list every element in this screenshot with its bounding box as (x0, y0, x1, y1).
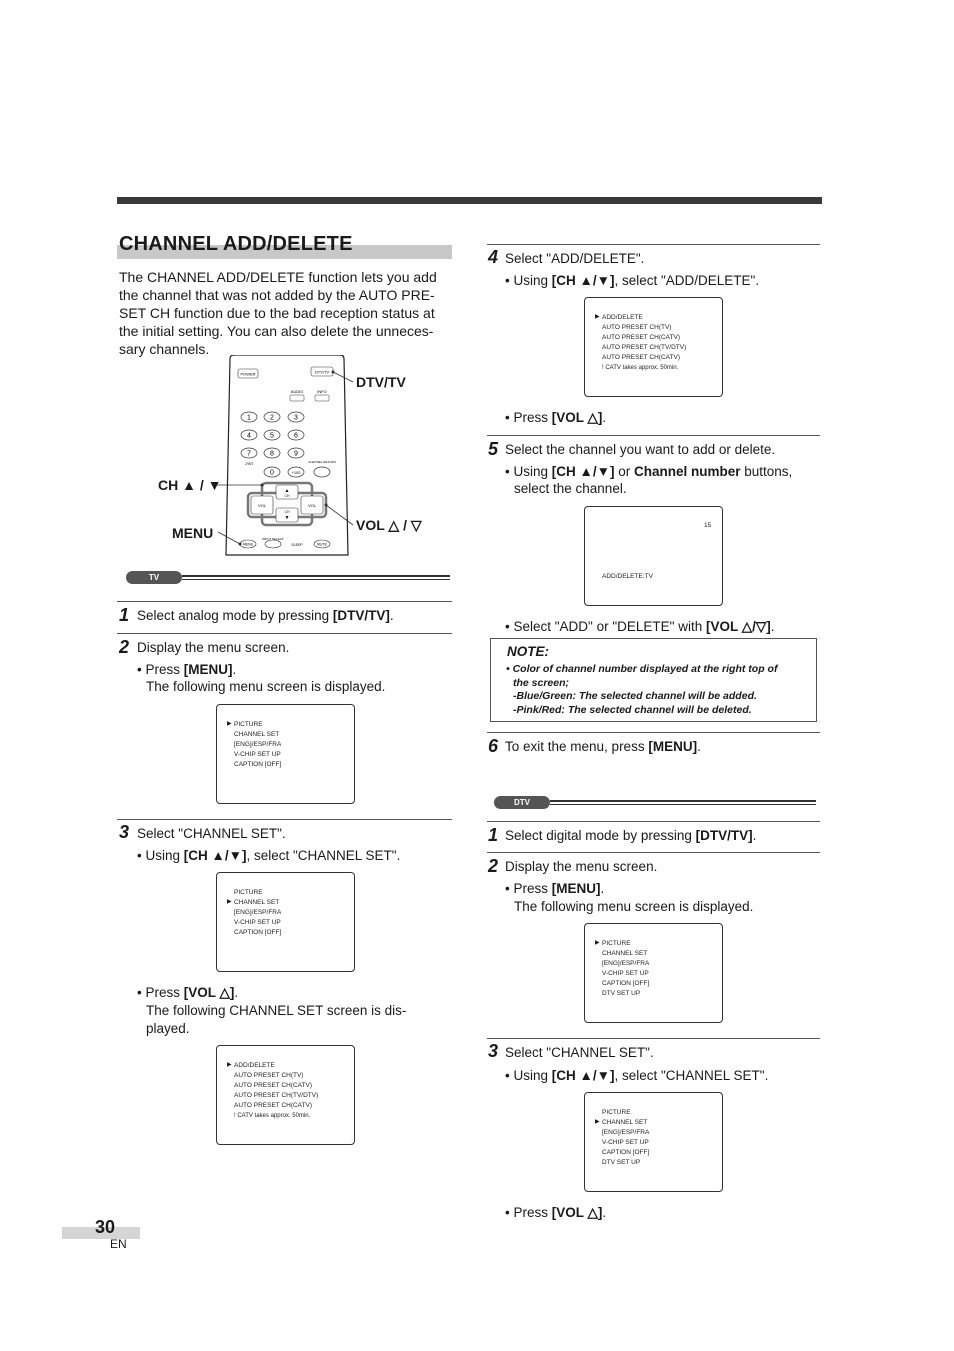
screen-line: CHANNEL SET (234, 899, 280, 906)
ch-label-bottom: CH (284, 510, 290, 514)
key-7-label: 7 (247, 450, 251, 458)
tv-channel-set-screen (216, 1045, 355, 1145)
dtv-step3-bullet: • Using [CH ▲/▼], select "CHANNEL SET". (505, 1068, 769, 1083)
step4-text: Select "ADD/DELETE". (505, 251, 645, 266)
tv-tag-line (182, 575, 450, 577)
screen-line: AUTO PRESET CH(CATV) (234, 1082, 313, 1089)
tv-mode-tag: TV (126, 571, 182, 584)
dtv-tv-callout: DTV/TV (356, 374, 406, 390)
input-select-label: INPUT SELECT (262, 537, 284, 541)
tv-step2-text: Display the menu screen. (137, 640, 290, 655)
note-title: NOTE: (507, 644, 549, 659)
power-label: POWER (240, 371, 256, 377)
step-number: 3 (119, 822, 130, 842)
mute-label: MUTE (317, 542, 327, 547)
cursor-icon: ▶ (595, 314, 600, 320)
cursor-icon: ▶ (227, 899, 232, 905)
tv-menu-screen (216, 704, 355, 804)
step6-text: To exit the menu, press [MENU]. (505, 739, 701, 754)
step-divider (487, 435, 820, 436)
screen-line: [ENG]/ESP/FRA (602, 1129, 650, 1136)
screen-line: AUTO PRESET CH(TV) (234, 1072, 304, 1079)
step-divider (487, 1038, 820, 1039)
top-rule (117, 197, 822, 204)
screen-line: [ENG]/ESP/FRA (602, 960, 650, 967)
note-line: -Blue/Green: The selected channel will be added. (513, 690, 757, 702)
step-number: 2 (488, 856, 499, 876)
menu-callout-dot (239, 543, 242, 546)
dtv-step3-text: Select "CHANNEL SET". (505, 1045, 654, 1060)
tv-step2-bullet-line2: The following menu screen is displayed. (146, 679, 386, 694)
key-3-label: 3 (294, 414, 298, 422)
section-title: CHANNEL ADD/DELETE (119, 233, 353, 255)
tv-step3-bullet: • Using [CH ▲/▼], select "CHANNEL SET". (137, 848, 401, 863)
dtv-step1-text: Select digital mode by pressing [DTV/TV]. (505, 828, 757, 843)
screen-line: [ENG]/ESP/FRA (234, 741, 282, 748)
screen-line: AUTO PRESET CH(TV) (602, 324, 672, 331)
ch-callout: CH ▲ / ▼ (158, 477, 222, 493)
tv-tag-line (182, 579, 450, 580)
screen-line: CAPTION [OFF] (234, 929, 282, 936)
screen-line: V-CHIP SET UP (602, 1139, 649, 1146)
dtv-step2-text: Display the menu screen. (505, 859, 658, 874)
dtv-step2-bullet: • Press [MENU]. (505, 881, 605, 896)
ch-label-top: CH (284, 494, 290, 498)
channel-return-button (314, 467, 330, 477)
dtvtv-label: DTV/TV (314, 369, 330, 375)
step-number: 6 (488, 736, 499, 756)
cursor-icon: ▶ (227, 721, 232, 727)
note-box (490, 638, 817, 722)
rnt-label: –RNT (244, 462, 254, 466)
intro-text (119, 268, 455, 358)
ch-up-arrow: ▲ (284, 488, 290, 494)
step5-bullet: • Using [CH ▲/▼] or Channel number buttons, (505, 464, 793, 479)
dtv-step2-bullet-line2: The following menu screen is displayed. (514, 899, 754, 914)
key-6-label: 6 (294, 432, 298, 440)
dtv-mode-tag: DTV (494, 796, 550, 809)
sleep-label: SLEEP (291, 543, 303, 547)
step4-press-vol: • Press [VOL △]. (505, 410, 607, 425)
dtv-press-vol: • Press [VOL △]. (505, 1205, 607, 1220)
step-divider (487, 821, 820, 822)
intro-line: sary channels. (119, 341, 210, 357)
tv-step2-bullet: • Press [MENU]. (137, 662, 237, 677)
key-4-label: 4 (247, 432, 251, 440)
vol-up-label: VOL (307, 503, 317, 508)
step-divider (117, 819, 452, 820)
screen-line: CHANNEL SET (602, 1119, 648, 1126)
step-divider (117, 601, 452, 602)
channel-set-screen (584, 297, 723, 397)
step-divider (487, 732, 820, 733)
menu-callout: MENU (172, 525, 214, 541)
cursor-icon: ▶ (227, 1062, 232, 1068)
screen-line: V-CHIP SET UP (234, 919, 281, 926)
screen-line: AUTO PRESET CH(CATV) (602, 334, 681, 341)
tv-press-vol-line3: played. (146, 1021, 190, 1036)
step-number: 1 (119, 605, 130, 625)
note-line: -Pink/Red: The selected channel will be deleted. (513, 704, 752, 716)
menu-button-label: MENU (242, 542, 254, 547)
ch-down-arrow: ▼ (284, 515, 290, 521)
screen-line: PICTURE (602, 1109, 631, 1116)
key-2-label: 2 (270, 414, 274, 422)
vol-callout-dot (325, 504, 328, 507)
screen-line: PICTURE (234, 721, 263, 728)
tv-step1-text: Select analog mode by pressing [DTV/TV]. (137, 608, 394, 623)
step-divider (117, 633, 452, 634)
page-language: EN (110, 1237, 127, 1251)
note-line: the screen; (513, 677, 570, 689)
note-line: • Color of channel number displayed at the right top of (506, 663, 778, 675)
vol-down-label: VOL (257, 503, 267, 508)
screen-line: AUTO PRESET CH(CATV) (234, 1102, 313, 1109)
screen-line: AUTO PRESET CH(TV/DTV) (234, 1092, 319, 1099)
intro-line: SET CH function due to the bad reception status at (119, 305, 435, 321)
key-100-label: +100 (291, 470, 301, 475)
step5-select-add-delete: • Select "ADD" or "DELETE" with [VOL △/▽]. (505, 619, 775, 634)
dtv-menu-screen-channel-set (584, 1092, 723, 1192)
audio-label: AUDIO (290, 389, 304, 394)
step5-bullet-line2: select the channel. (514, 481, 627, 496)
tv-press-vol-line2: The following CHANNEL SET screen is dis- (146, 1003, 407, 1018)
step5-text: Select the channel you want to add or delete. (505, 442, 776, 457)
key-9-label: 9 (294, 450, 298, 458)
key-5-label: 5 (270, 432, 274, 440)
dtvtv-callout-dot (332, 371, 335, 374)
dtv-tag-line (550, 804, 816, 805)
screen-line: ADD/DELETE (234, 1062, 275, 1069)
screen-line: ! CATV takes approx. 50min. (234, 1113, 311, 1119)
intro-line: The CHANNEL ADD/DELETE function lets you add (119, 269, 437, 285)
channel-return-label: CHANNEL RETURN (308, 460, 336, 464)
cursor-icon: ▶ (595, 1119, 600, 1125)
step-number: 3 (488, 1041, 499, 1061)
dtv-menu-screen (584, 923, 723, 1023)
add-delete-status: ADD/DELETE:TV (602, 573, 653, 580)
screen-line: CHANNEL SET (234, 731, 280, 738)
screen-line: CAPTION [OFF] (602, 980, 650, 987)
screen-line: V-CHIP SET UP (602, 970, 649, 977)
screen-line: ADD/DELETE (602, 314, 643, 321)
screen-line: AUTO PRESET CH(TV/DTV) (602, 344, 687, 351)
tv-press-vol: • Press [VOL △]. (137, 985, 239, 1000)
screen-line: CAPTION [OFF] (602, 1149, 650, 1156)
add-delete-screen (584, 506, 723, 606)
info-label: INFO (317, 389, 327, 394)
intro-line: the channel that was not added by the AUTO PRE- (119, 287, 435, 303)
vol-callout: VOL △ / ▽ (356, 517, 422, 533)
step-number: 4 (488, 247, 499, 267)
input-select-button (265, 540, 281, 548)
key-1-label: 1 (247, 414, 251, 422)
screen-line: PICTURE (234, 889, 263, 896)
step-number: 5 (488, 439, 499, 459)
screen-line: PICTURE (602, 940, 631, 947)
step4-bullet: • Using [CH ▲/▼], select "ADD/DELETE". (505, 273, 760, 288)
step-divider (487, 244, 820, 245)
screen-line: ! CATV takes approx. 50min. (602, 365, 679, 371)
channel-number-display: 15 (704, 522, 712, 529)
dtv-tag-line (550, 800, 816, 802)
screen-line: DTV SET UP (602, 990, 641, 997)
screen-line: CAPTION [OFF] (234, 761, 282, 768)
tv-menu-screen-channel-set (216, 872, 355, 972)
key-0-label: 0 (270, 469, 274, 477)
step-number: 2 (119, 637, 130, 657)
tv-step3-text: Select "CHANNEL SET". (137, 826, 286, 841)
intro-line: the initial setting. You can also delete the unneces- (119, 323, 434, 339)
step-divider (487, 852, 820, 853)
screen-line: DTV SET UP (602, 1159, 641, 1166)
cursor-icon: ▶ (595, 940, 600, 946)
screen-line: [ENG]/ESP/FRA (234, 909, 282, 916)
screen-line: V-CHIP SET UP (234, 751, 281, 758)
ch-callout-dot (261, 484, 264, 487)
screen-line: CHANNEL SET (602, 950, 648, 957)
key-8-label: 8 (270, 450, 274, 458)
step-number: 1 (488, 825, 499, 845)
screen-line: AUTO PRESET CH(CATV) (602, 354, 681, 361)
page-number: 30 (95, 1217, 116, 1237)
